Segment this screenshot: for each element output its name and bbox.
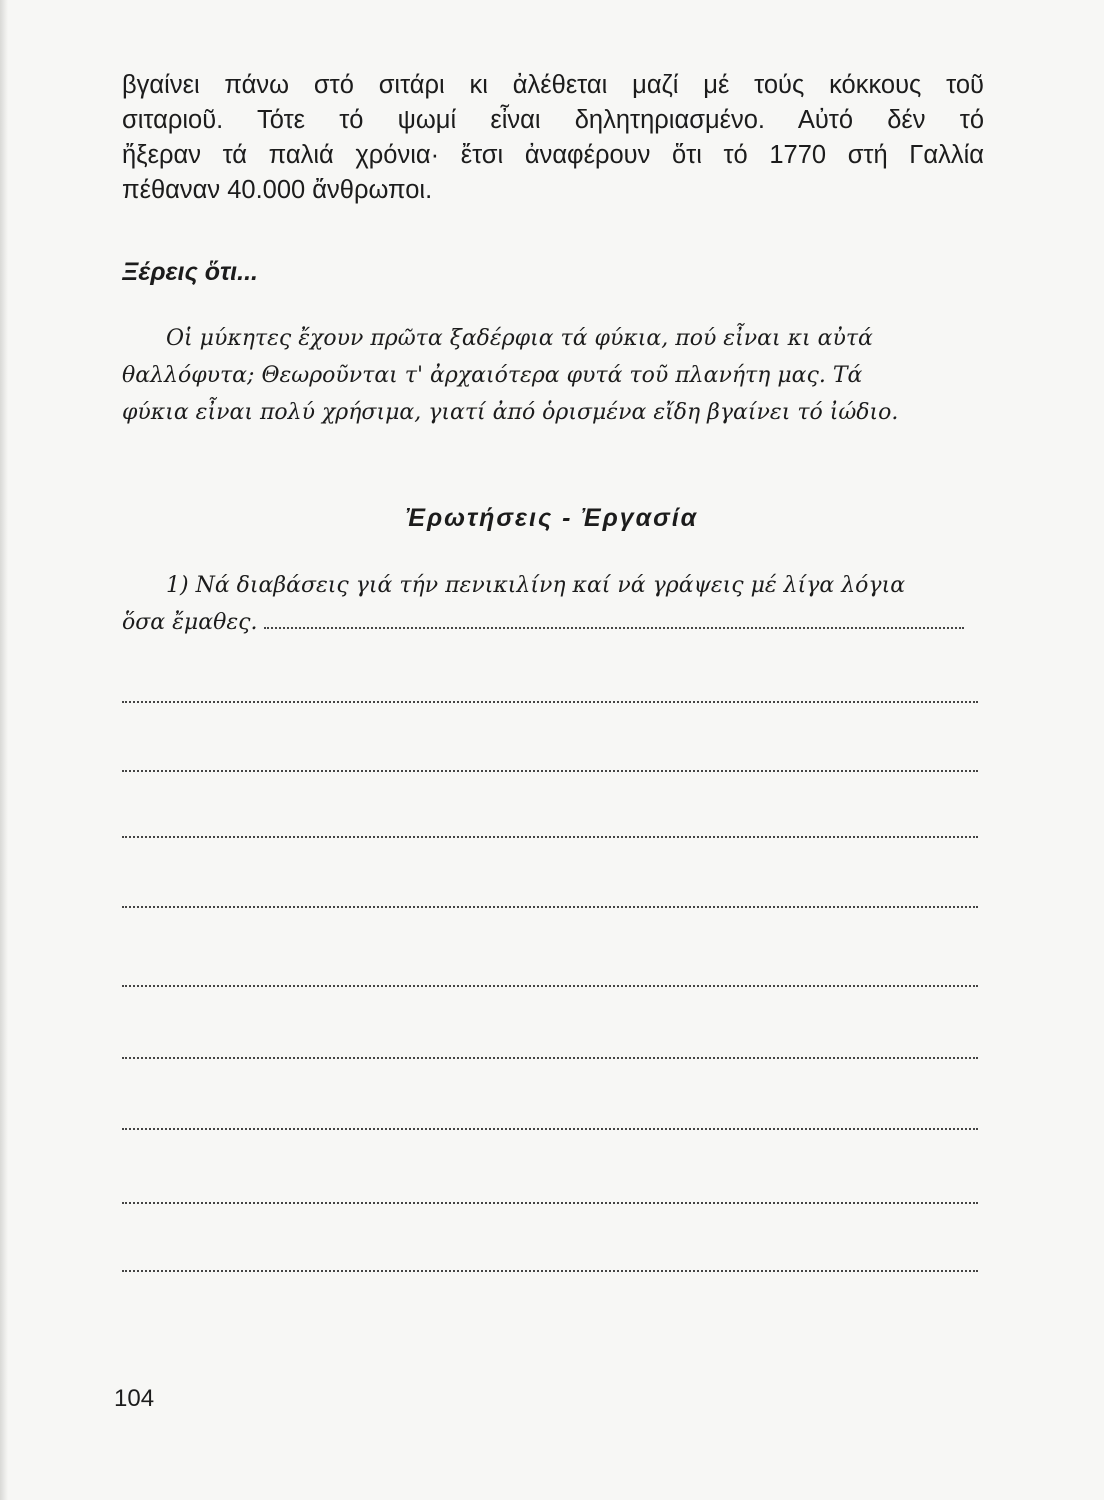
question-1-line-1: 1) Νά διαβάσεις γιά τήν πενικιλίνη καί νά γράψεις μέ λίγα λόγια <box>166 573 906 598</box>
intro-line-1: βγαίνει πάνω στό σιτάρι κι ἀλέθεται μαζί μέ τούς κόκκους τοῦ <box>122 71 984 99</box>
answer-dotted-line-3[interactable] <box>122 836 978 838</box>
question-1-line-2 <box>122 604 984 641</box>
fact-line-1: Οἱ μύκητες ἔχουν πρῶτα ξαδέρφια τά φύκια, πού εἶναι κι αὐτά <box>166 326 873 351</box>
intro-line-4: πέθαναν 40.000 ἄνθρωποι. <box>122 176 433 204</box>
answer-dotted-line-9[interactable] <box>122 1270 978 1272</box>
fact-line-2: θαλλόφυτα; Θεωροῦνται τ' ἀρχαιότερα φυτά τοῦ πλανήτη μας. Τά <box>122 363 863 388</box>
answer-dotted-line-4[interactable] <box>122 906 978 908</box>
questions-heading: Ἐρωτήσεις - Ἐργασία <box>405 504 699 532</box>
answer-dotted-line-8[interactable] <box>122 1202 978 1204</box>
intro-paragraph <box>122 68 984 208</box>
answer-dotted-line-7[interactable] <box>122 1128 978 1130</box>
intro-line-2: σιταριοῦ. Τότε τό ψωμί εἶναι δηλητηριασμένο. Αὐτό δέν τό <box>122 106 984 134</box>
answer-dotted-line-6[interactable] <box>122 1057 978 1059</box>
page-number: 104 <box>114 1385 155 1412</box>
answer-dotted-line-5[interactable] <box>122 985 978 987</box>
question-1-line-2-text: ὅσα ἔμαθες. <box>122 610 258 635</box>
did-you-know-text <box>122 320 984 431</box>
did-you-know-heading: Ξέρεις ὅτι... <box>122 258 258 286</box>
answer-dotted-line-0[interactable] <box>264 623 964 629</box>
binding-shadow <box>0 0 8 1500</box>
question-1 <box>122 567 984 641</box>
answer-dotted-line-1[interactable] <box>122 701 978 703</box>
fact-line-3: φύκια εἶναι πολύ χρήσιμα, γιατί ἀπό ὁρισμένα εἴδη βγαίνει τό ἰώδιο. <box>122 400 899 425</box>
answer-dotted-line-2[interactable] <box>122 770 978 772</box>
intro-line-3: ἤξεραν τά παλιά χρόνια· ἔτσι ἀναφέρουν ὅτι τό 1770 στή Γαλλία <box>122 141 984 169</box>
